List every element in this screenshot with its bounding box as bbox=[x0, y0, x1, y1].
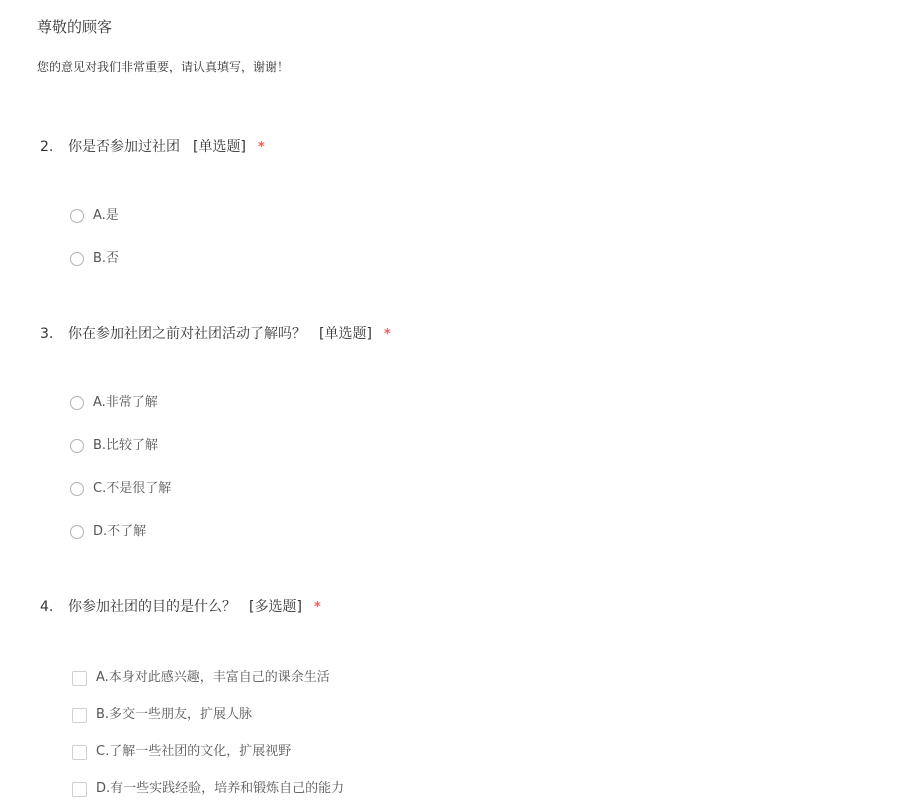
radio-icon[interactable] bbox=[70, 439, 84, 453]
option-label: A.本身对此感兴趣，丰富自己的课余生活 bbox=[96, 670, 330, 685]
radio-option[interactable] bbox=[70, 478, 860, 500]
radio-icon[interactable] bbox=[70, 252, 84, 266]
radio-option[interactable] bbox=[70, 205, 860, 227]
required-asterisk: * bbox=[313, 600, 321, 615]
question-2 bbox=[37, 137, 860, 270]
radio-icon[interactable] bbox=[70, 482, 84, 496]
checkbox-icon[interactable] bbox=[72, 708, 87, 723]
option-label: B.比较了解 bbox=[93, 438, 159, 453]
radio-option[interactable] bbox=[70, 521, 860, 543]
option-label: B.多交一些朋友，扩展人脉 bbox=[96, 707, 253, 722]
required-asterisk: * bbox=[257, 140, 265, 155]
checkbox-icon[interactable] bbox=[72, 671, 87, 686]
question-2-header bbox=[40, 137, 860, 158]
option-label: A.是 bbox=[93, 208, 119, 223]
checkbox-option[interactable] bbox=[72, 741, 860, 763]
question-2-options bbox=[37, 205, 860, 270]
question-4-header bbox=[40, 597, 860, 618]
option-label: D.有一些实践经验，培养和锻炼自己的能力 bbox=[96, 781, 345, 796]
form-subtitle: 您的意见对我们非常重要，请认真填写，谢谢！ bbox=[37, 60, 290, 74]
form-title: 尊敬的顾客 bbox=[37, 18, 113, 36]
question-number: 4. bbox=[40, 599, 54, 615]
required-asterisk: * bbox=[383, 327, 391, 342]
checkbox-option[interactable] bbox=[72, 778, 860, 800]
question-3-header bbox=[40, 324, 860, 345]
option-label: D.不了解 bbox=[93, 524, 147, 539]
radio-icon[interactable] bbox=[70, 209, 84, 223]
question-type-tag: [单选题] bbox=[193, 139, 246, 155]
question-title: 你是否参加过社团 bbox=[68, 139, 180, 155]
radio-option[interactable] bbox=[70, 248, 860, 270]
radio-icon[interactable] bbox=[70, 525, 84, 539]
option-label: A.非常了解 bbox=[93, 395, 158, 410]
question-4-options bbox=[37, 667, 860, 800]
checkbox-icon[interactable] bbox=[72, 745, 87, 760]
radio-option[interactable] bbox=[70, 435, 860, 457]
option-label: C.了解一些社团的文化，扩展视野 bbox=[96, 744, 292, 759]
radio-icon[interactable] bbox=[70, 396, 84, 410]
checkbox-icon[interactable] bbox=[72, 782, 87, 797]
question-title: 你参加社团的目的是什么？ bbox=[68, 599, 236, 615]
question-4 bbox=[37, 597, 860, 800]
question-title: 你在参加社团之前对社团活动了解吗？ bbox=[68, 326, 306, 342]
question-3-options bbox=[37, 392, 860, 543]
question-type-tag: [单选题] bbox=[319, 326, 372, 342]
question-number: 2. bbox=[40, 139, 54, 155]
checkbox-option[interactable] bbox=[72, 704, 860, 726]
question-type-tag: [多选题] bbox=[249, 599, 302, 615]
question-3 bbox=[37, 324, 860, 543]
option-label: C.不是很了解 bbox=[93, 481, 172, 496]
question-number: 3. bbox=[40, 326, 54, 342]
radio-option[interactable] bbox=[70, 392, 860, 414]
option-label: B.否 bbox=[93, 251, 120, 266]
checkbox-option[interactable] bbox=[72, 667, 860, 689]
